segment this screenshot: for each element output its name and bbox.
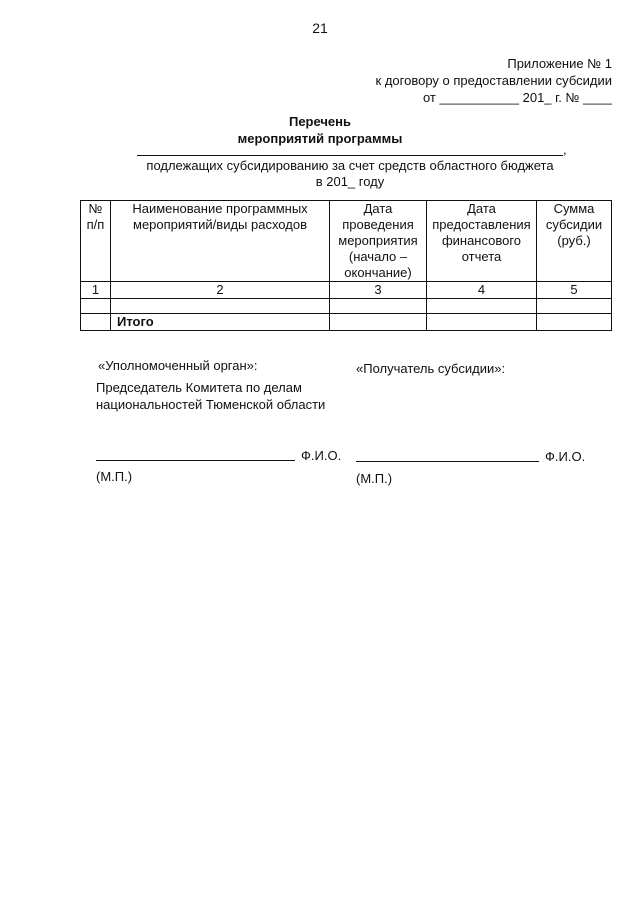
program-name-blank-line [137,155,563,156]
title-line-1: Перечень [288,114,352,129]
header-activity-name: Наименование программных мероприятий/виды расходов [111,201,330,282]
empty-cell [330,299,427,314]
empty-cell [427,314,537,331]
right-fio-label: Ф.И.О. [545,449,586,464]
header-activity-date: Дата проведения мероприятия (начало – окончание) [330,201,427,282]
appendix-line-2: к договору о предоставлении субсидии [375,73,612,88]
empty-cell [81,299,111,314]
right-org-label: «Получатель субсидии»: [356,361,506,376]
table-empty-row [81,299,612,314]
subtitle-line-2: в 201_ году [315,174,385,189]
table-numbering-row [81,282,612,299]
document-subtitle [0,158,640,190]
column-number-1: 1 [81,282,111,299]
right-stamp-label: (М.П.) [356,471,393,486]
empty-cell [537,299,612,314]
document-title [0,113,640,147]
column-number-5: 5 [537,282,612,299]
column-number-4: 4 [427,282,537,299]
column-number-3: 3 [330,282,427,299]
right-signature-line [356,461,539,462]
subtitle-line-1: подлежащих субсидированию за счет средств областного бюджета [146,158,554,173]
header-report-date: Дата предоставления финансового отчета [427,201,537,282]
left-signatory-title: Председатель Комитета по делам национальностей Тюменской области [96,380,326,412]
total-label: Итого [111,314,330,331]
left-org-label: «Уполномоченный орган»: [98,358,258,373]
header-number: № п/п [81,201,111,282]
empty-cell [81,314,111,331]
blank-line-comma: , [563,142,567,157]
table-total-row [81,314,612,331]
empty-cell [427,299,537,314]
activities-table [80,200,612,331]
left-signature-line [96,460,295,461]
title-line-2: мероприятий программы [237,131,403,146]
left-fio-label: Ф.И.О. [301,448,342,463]
page-number: 21 [312,20,328,36]
empty-cell [537,314,612,331]
empty-cell [111,299,330,314]
table-header-row [81,201,612,282]
left-stamp-label: (М.П.) [96,469,133,484]
header-subsidy-amount: Сумма субсидии (руб.) [537,201,612,282]
column-number-2: 2 [111,282,330,299]
appendix-line-1: Приложение № 1 [507,56,612,71]
appendix-header [376,55,612,106]
appendix-line-3: от ___________ 201_ г. № ____ [422,90,612,105]
empty-cell [330,314,427,331]
